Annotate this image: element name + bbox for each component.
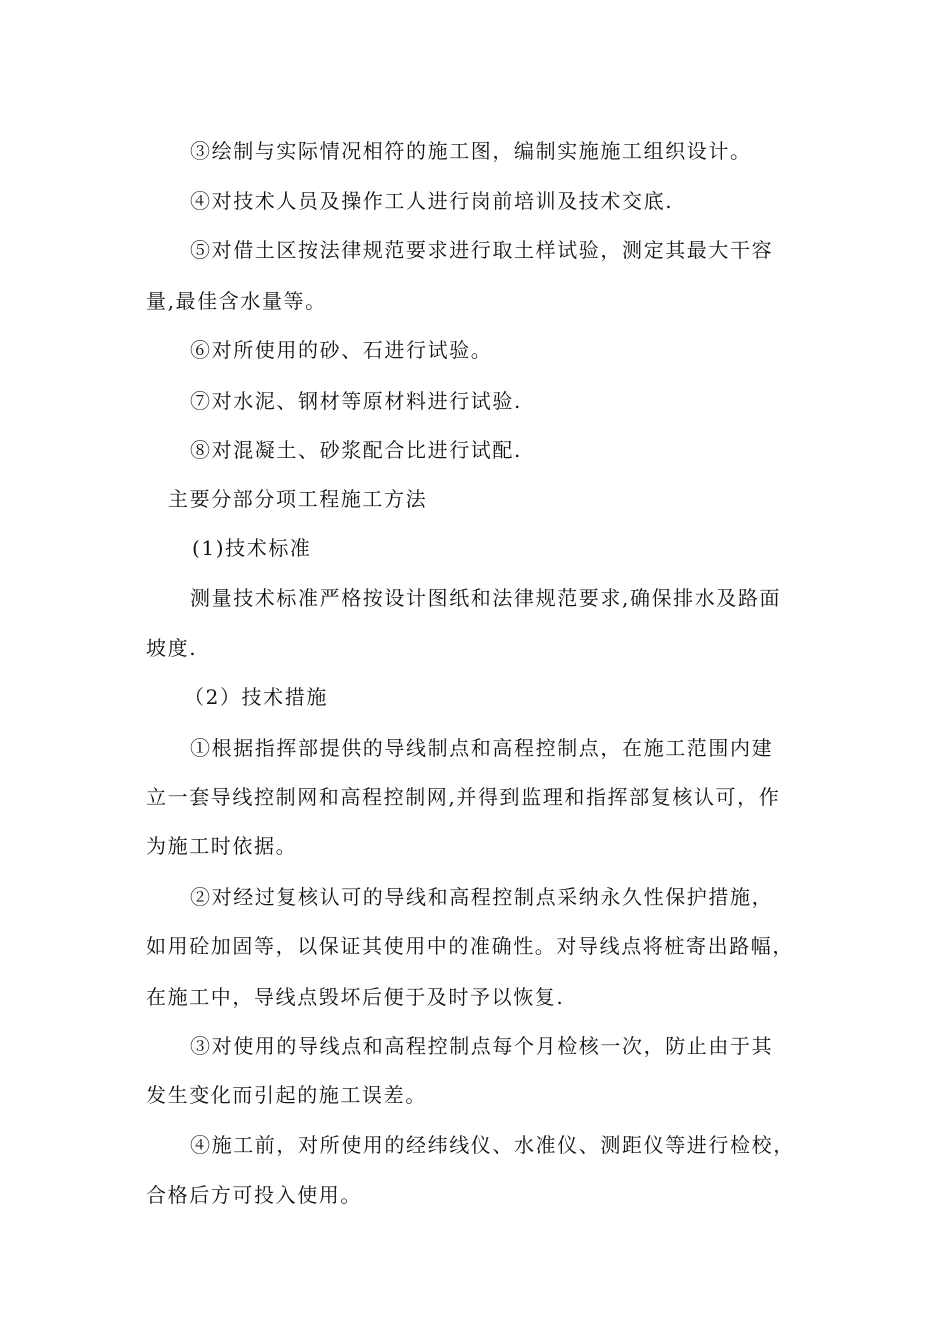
measure-1-line-2: 立一套导线控制网和高程控制网,并得到监理和指挥部复核认可，作 xyxy=(146,785,781,809)
measure-1-line-3: 为施工时依据。 xyxy=(146,834,298,858)
section-heading: 主要分部分项工程施工方法 xyxy=(168,487,428,511)
measure-4-line-2: 合格后方可投入使用。 xyxy=(146,1183,362,1207)
measure-3-line-1: ③对使用的导线点和高程控制点每个月检核一次，防止由于其 xyxy=(190,1034,774,1058)
measure-4-line-1: ④施工前，对所使用的经纬线仪、水准仪、测距仪等进行检校， xyxy=(190,1133,795,1157)
measure-2-line-3: 在施工中，导线点毁坏后便于及时予以恢复. xyxy=(146,985,565,1009)
measure-1-line-1: ①根据指挥部提供的导线制点和高程控制点，在施工范围内建 xyxy=(190,736,774,760)
paragraph-standard-line-2: 坡度. xyxy=(146,636,198,660)
paragraph-item-8: ⑧对混凝土、砂浆配合比进行试配. xyxy=(190,438,522,462)
paragraph-item-4: ④对技术人员及操作工人进行岗前培训及技术交底. xyxy=(190,189,674,213)
measure-2-line-2: 如用砼加固等，以保证其使用中的准确性。对导线点将桩寄出路幅， xyxy=(146,934,794,958)
subsection-heading-2: （2）技术措施 xyxy=(184,685,328,709)
paragraph-standard-line-1: 测量技术标准严格按设计图纸和法律规范要求,确保排水及路面 xyxy=(190,586,782,610)
paragraph-item-5-line-2: 量,最佳含水量等。 xyxy=(146,289,327,313)
paragraph-item-5-line-1: ⑤对借土区按法律规范要求进行取土样试验，测定其最大干容 xyxy=(190,238,774,262)
measure-2-line-1: ②对经过复核认可的导线和高程控制点采纳永久性保护措施， xyxy=(190,885,774,909)
subsection-heading-1: (1)技术标准 xyxy=(192,536,312,560)
measure-3-line-2: 发生变化而引起的施工误差。 xyxy=(146,1083,427,1107)
paragraph-item-7: ⑦对水泥、钢材等原材料进行试验. xyxy=(190,389,522,413)
paragraph-item-6: ⑥对所使用的砂、石进行试验。 xyxy=(190,338,493,362)
paragraph-item-3: ③绘制与实际情况相符的施工图，编制实施施工组织设计。 xyxy=(190,139,752,163)
